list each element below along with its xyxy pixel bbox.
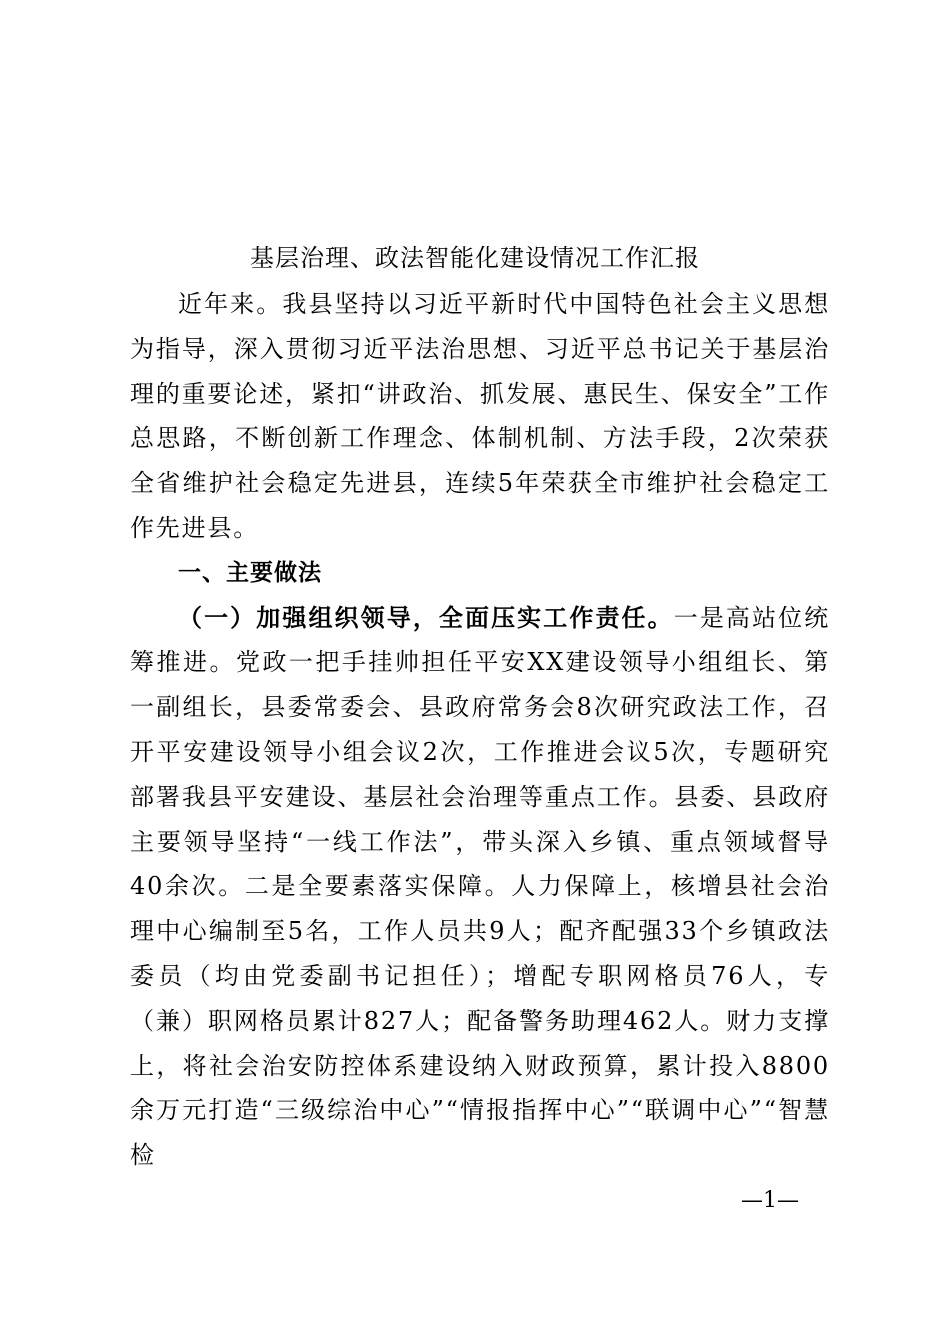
document-body: [130, 282, 830, 1178]
section-heading-main-practices: 一、主要做法: [178, 559, 322, 586]
subsection-1-text: 一是高站位统筹推进。党政一把手挂帅担任平安XX建设领导小组组长、第一副组长，县委常委会、县政府常务会8次研究政法工作，召开平安建设领导小组会议2次，工作推进会议5次，专题研究部署我县平安建设、基层社会治理等重点工作。县委、县政府主要领导坚持“一线工作法”，带头深入乡镇、重点领域督导40余次。二是全要素落实保障。人力保障上，核增县社会治理中心编制至5名，工作人员共9人；配齐配强33个乡镇政法委员（均由党委副书记担任）；增配专职网格员76人，专（兼）职网格员累计827人；配备警务助理462人。财力支撑上，将社会治安防控体系建设纳入财政预算，累计投入8800余万元打造“三级综治中心”“情报指挥中心”“联调中心”“智慧检: [130, 603, 830, 1170]
intro-paragraph: 近年来。我县坚持以习近平新时代中国特色社会主义思想为指导，深入贯彻习近平法治思想、习近平总书记关于基层治理的重要论述，紧扣“讲政治、抓发展、惠民生、保安全”工作总思路，不断创新工作理念、体制机制、方法手段，2次荣获全省维护社会稳定先进县，连续5年荣获全市维护社会稳定工作先进县。: [130, 290, 830, 542]
page-number: —1—: [741, 1188, 799, 1213]
subsection-1-lead: （一）加强组织领导，全面压实工作责任。: [178, 602, 674, 632]
document-title: 基层治理、政法智能化建设情况工作汇报: [250, 244, 700, 272]
subsection-1-paragraph: [130, 596, 830, 1178]
